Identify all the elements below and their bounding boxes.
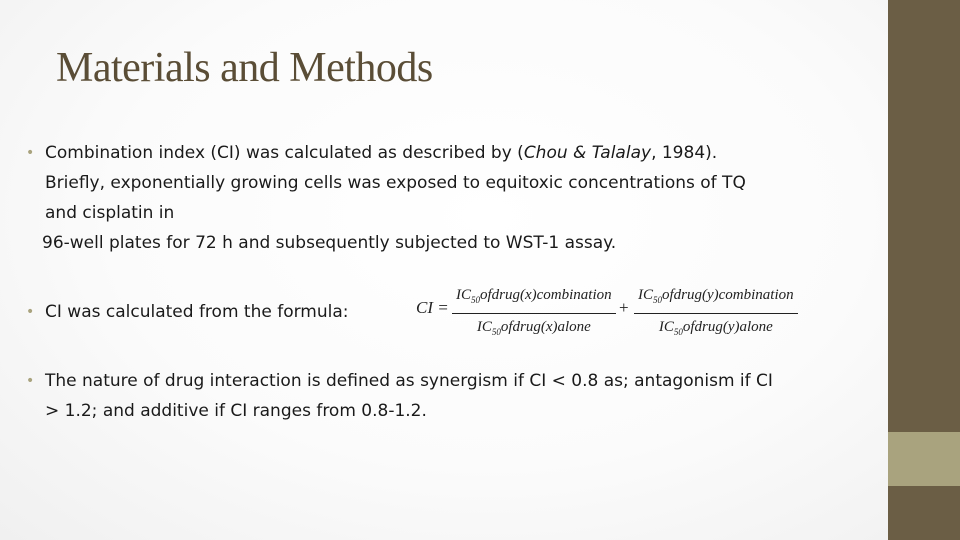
sidebar-decoration: [888, 0, 960, 540]
formula-term-y: [634, 284, 798, 343]
bullet-line: Briefly, exponentially growing cells was exposed to equitoxic concentrations of TQ: [45, 173, 746, 193]
bullet-line: CI was calculated from the formula:: [45, 302, 349, 322]
formula-denominator: $IC_{50}ofdrug(y)alone$: [658, 319, 773, 337]
slide-title: Materials and Methods: [56, 45, 433, 91]
formula-term-x: [452, 284, 616, 343]
bullet-line: > 1.2; and additive if CI ranges from 0.8-1.2.: [45, 401, 427, 421]
formula-numerator: $IC_{50}ofdrug(y)combination$: [638, 287, 794, 305]
fraction-bar: [634, 313, 798, 314]
citation-authors: Chou & Talalay: [523, 143, 652, 163]
bullet-line: [26, 138, 871, 168]
fraction-bar: [452, 313, 616, 314]
bullet-line: and cisplatin in: [45, 203, 175, 223]
bullet-combination-index: [26, 138, 871, 258]
bullet-line: 96-well plates for 72 h and subsequently subjected to WST-1 assay.: [42, 233, 617, 253]
formula-plus: +: [619, 298, 629, 317]
bullet-dot-icon: •: [26, 373, 35, 389]
bullet-interaction-definition: [26, 366, 871, 426]
text-segment: , 1984).: [651, 143, 718, 163]
bullet-dot-icon: •: [26, 304, 35, 320]
bullet-dot-icon: •: [26, 145, 35, 161]
formula-denominator: $IC_{50}ofdrug(x)alone$: [476, 319, 591, 337]
formula-numerator: $IC_{50}ofdrug(x)combination$: [456, 287, 612, 305]
text-segment: Combination index (CI) was calculated as described by (: [45, 143, 524, 163]
bullet-line: The nature of drug interaction is defined as synergism if CI < 0.8 as; antagonism if CI: [45, 371, 773, 391]
sidebar-accent-block: [888, 432, 960, 486]
formula-lhs: CI =: [416, 298, 449, 317]
